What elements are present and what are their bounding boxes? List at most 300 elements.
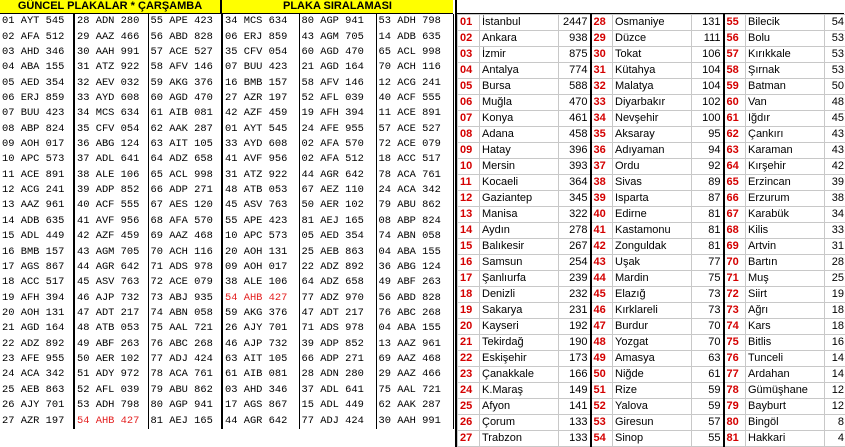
rank-number: 81 [724, 431, 746, 447]
plate-count: 173 [559, 351, 591, 367]
plate-code-cell: 27 AZR 197 [0, 413, 74, 428]
province-name: Kocaeli [480, 175, 559, 191]
province-name: İzmir [480, 47, 559, 63]
rank-number: 25 [458, 399, 480, 415]
plate-code-cell: 14 ADB 635 [0, 214, 74, 229]
province-name: Rize [613, 383, 692, 399]
code-row [0, 29, 453, 44]
plate-code-cell: 26 AJY 701 [222, 321, 299, 336]
code-row [0, 60, 453, 75]
plate-code-cell: 63 AIT 105 [148, 137, 222, 152]
plate-count: 4 [825, 431, 845, 447]
rank-number: 03 [458, 47, 480, 63]
code-row [0, 198, 453, 213]
ranking-row [458, 351, 845, 367]
plate-code-cell: 08 ABP 824 [376, 214, 453, 229]
plate-code-cell: 78 ACA 761 [376, 168, 453, 183]
plate-count: 14 [825, 367, 845, 383]
rank-number: 66 [724, 191, 746, 207]
plate-count: 774 [559, 63, 591, 79]
province-name: Bartın [746, 255, 825, 271]
code-row [0, 290, 453, 305]
plate-count: 104 [692, 79, 724, 95]
plate-code-cell: 30 AAH 991 [74, 45, 148, 60]
rank-number: 56 [724, 31, 746, 47]
plate-code-cell: 81 AEJ 165 [299, 214, 376, 229]
plate-count: 254 [559, 255, 591, 271]
rank-number: 62 [724, 127, 746, 143]
province-name: Isparta [613, 191, 692, 207]
province-name: Malatya [613, 79, 692, 95]
province-name: Iğdır [746, 111, 825, 127]
code-row [0, 244, 453, 259]
ranking-row [458, 383, 845, 399]
rank-number: 31 [591, 63, 613, 79]
plate-code-cell: 66 ADP 271 [299, 352, 376, 367]
plate-code-cell: 19 AFH 394 [0, 290, 74, 305]
code-row [0, 152, 453, 167]
rank-number: 43 [591, 255, 613, 271]
province-name: İstanbul [480, 15, 559, 31]
rank-number: 27 [458, 431, 480, 447]
plate-code-cell: 26 AJY 701 [0, 398, 74, 413]
plate-count: 192 [559, 319, 591, 335]
plate-count: 18 [825, 303, 845, 319]
plate-code-cell: 17 AGS 867 [0, 260, 74, 275]
rank-number: 04 [458, 63, 480, 79]
rank-number: 18 [458, 287, 480, 303]
plate-count: 48 [825, 95, 845, 111]
province-name: Şanlıurfa [480, 271, 559, 287]
rank-number: 39 [591, 191, 613, 207]
plate-count: 94 [692, 143, 724, 159]
rank-number: 77 [724, 367, 746, 383]
plate-code-cell: 36 ABG 124 [376, 260, 453, 275]
plate-code-cell: 44 AGR 642 [222, 413, 299, 428]
province-name: Muğla [480, 95, 559, 111]
rank-number: 51 [591, 383, 613, 399]
plate-count: 104 [692, 63, 724, 79]
plate-code-cell: 24 AFE 955 [299, 122, 376, 137]
code-row [0, 321, 453, 336]
plate-count: 364 [559, 175, 591, 191]
plate-ranking-section [455, 14, 845, 447]
province-name: Bilecik [746, 15, 825, 31]
rank-number: 79 [724, 399, 746, 415]
rank-number: 73 [724, 303, 746, 319]
rank-number: 14 [458, 223, 480, 239]
province-name: Aydın [480, 223, 559, 239]
plate-code-cell: 31 ATZ 922 [222, 168, 299, 183]
province-name: Erzurum [746, 191, 825, 207]
province-name: Manisa [480, 207, 559, 223]
plate-count: 75 [692, 271, 724, 287]
plate-code-cell: 31 ATZ 922 [74, 60, 148, 75]
plate-code-cell: 42 AZF 459 [222, 106, 299, 121]
plate-code-cell: 60 AGD 470 [299, 45, 376, 60]
code-row [0, 75, 453, 90]
plate-code-cell: 80 AGP 941 [299, 14, 376, 29]
rank-number: 01 [458, 15, 480, 31]
rank-number: 61 [724, 111, 746, 127]
rank-number: 13 [458, 207, 480, 223]
plate-count: 61 [692, 367, 724, 383]
plate-code-cell: 43 AGM 705 [299, 29, 376, 44]
plate-code-cell: 69 AAZ 468 [376, 352, 453, 367]
province-name: Tokat [613, 47, 692, 63]
rank-number: 12 [458, 191, 480, 207]
code-row [0, 106, 453, 121]
plate-code-cell: 59 AKG 376 [148, 75, 222, 90]
code-row [0, 214, 453, 229]
plate-count: 231 [559, 303, 591, 319]
plate-code-cell: 49 ABF 263 [74, 337, 148, 352]
ranking-row [458, 287, 845, 303]
plate-count: 39 [825, 175, 845, 191]
code-row [0, 398, 453, 413]
province-name: Tekirdağ [480, 335, 559, 351]
plate-count: 12 [825, 399, 845, 415]
province-name: Şırnak [746, 63, 825, 79]
plate-code-cell: 02 AFA 570 [299, 137, 376, 152]
plate-count: 133 [559, 415, 591, 431]
plate-code-cell: 62 AAK 287 [148, 122, 222, 137]
plate-code-cell: 62 AAK 287 [376, 398, 453, 413]
plate-code-cell: 23 AFE 955 [0, 352, 74, 367]
left-header-title: GÜNCEL PLAKALAR * ÇARŞAMBA [0, 0, 222, 13]
plate-code-cell: 37 ADL 641 [74, 152, 148, 167]
rank-number: 08 [458, 127, 480, 143]
code-row [0, 91, 453, 106]
ranking-header-blank [455, 0, 844, 14]
province-name: Kars [746, 319, 825, 335]
rank-number: 67 [724, 207, 746, 223]
plate-code-cell: 34 MCS 634 [74, 106, 148, 121]
province-name: Gümüşhane [746, 383, 825, 399]
plate-code-cell: 03 AHD 346 [0, 45, 74, 60]
plate-code-cell: 19 AFH 394 [299, 106, 376, 121]
plate-count: 19 [825, 287, 845, 303]
plate-code-cell: 70 ACH 116 [376, 60, 453, 75]
plate-code-cell: 65 ACL 998 [376, 45, 453, 60]
plate-code-cell: 59 AKG 376 [222, 306, 299, 321]
plate-code-cell: 24 ACA 342 [376, 183, 453, 198]
code-row [0, 137, 453, 152]
province-name: Bingöl [746, 415, 825, 431]
rank-number: 71 [724, 271, 746, 287]
rank-number: 75 [724, 335, 746, 351]
province-name: Van [746, 95, 825, 111]
plate-count: 133 [559, 431, 591, 447]
plate-count: 55 [692, 431, 724, 447]
plate-code-cell: 44 AGR 642 [299, 168, 376, 183]
province-name: Eskişehir [480, 351, 559, 367]
plate-code-cell: 44 AGR 642 [74, 260, 148, 275]
province-name: Gaziantep [480, 191, 559, 207]
plate-count: 938 [559, 31, 591, 47]
plate-count: 278 [559, 223, 591, 239]
province-name: Çankırı [746, 127, 825, 143]
rank-number: 34 [591, 111, 613, 127]
plate-count: 18 [825, 319, 845, 335]
rank-number: 70 [724, 255, 746, 271]
plate-code-cell: 55 APE 423 [222, 214, 299, 229]
ranking-row [458, 31, 845, 47]
plate-code-cell: 74 ABN 058 [376, 229, 453, 244]
plate-code-cell: 09 AOH 017 [222, 260, 299, 275]
plate-code-cell: 39 ADP 852 [299, 337, 376, 352]
plate-code-cell: 12 ACG 241 [0, 183, 74, 198]
province-name: Diyarbakır [613, 95, 692, 111]
province-name: Bayburt [746, 399, 825, 415]
province-name: Amasya [613, 351, 692, 367]
plate-count: 461 [559, 111, 591, 127]
ranking-row [458, 15, 845, 31]
ranking-row [458, 47, 845, 63]
plate-count: 89 [692, 175, 724, 191]
province-name: K.Maraş [480, 383, 559, 399]
province-name: Mardin [613, 271, 692, 287]
rank-number: 57 [724, 47, 746, 63]
code-row [0, 275, 453, 290]
plate-count: 25 [825, 271, 845, 287]
plate-code-cell: 79 ABU 862 [376, 198, 453, 213]
plate-count: 2447 [559, 15, 591, 31]
rank-number: 02 [458, 31, 480, 47]
plate-count: 166 [559, 367, 591, 383]
province-name: Muş [746, 271, 825, 287]
plate-count: 87 [692, 191, 724, 207]
province-name: Samsun [480, 255, 559, 271]
plate-count: 59 [692, 399, 724, 415]
rank-number: 33 [591, 95, 613, 111]
province-name: Trabzon [480, 431, 559, 447]
rank-number: 48 [591, 335, 613, 351]
plate-code-cell: 37 ADL 641 [299, 383, 376, 398]
plate-code-cell: 76 ABC 268 [148, 337, 222, 352]
rank-number: 49 [591, 351, 613, 367]
province-name: Yozgat [613, 335, 692, 351]
ranking-row [458, 335, 845, 351]
codes-header [0, 0, 453, 14]
plate-code-cell: 16 BMB 157 [222, 75, 299, 90]
ranking-row [458, 239, 845, 255]
ranking-row [458, 63, 845, 79]
plate-count: 14 [825, 351, 845, 367]
code-row [0, 229, 453, 244]
plate-code-cell: 72 ACE 079 [148, 275, 222, 290]
plate-count: 470 [559, 95, 591, 111]
plate-code-cell: 61 AIB 081 [222, 367, 299, 382]
province-name: Hakkari [746, 431, 825, 447]
plate-code-cell: 14 ADB 635 [376, 29, 453, 44]
plate-code-cell: 08 ABP 824 [0, 122, 74, 137]
province-name: Zonguldak [613, 239, 692, 255]
province-name: Kilis [746, 223, 825, 239]
plate-code-cell: 43 AGM 705 [74, 244, 148, 259]
plate-code-cell: 41 AVF 956 [74, 214, 148, 229]
ranking-row [458, 271, 845, 287]
plate-code-cell: 69 AAZ 468 [148, 229, 222, 244]
plate-code-cell: 60 AGD 470 [148, 91, 222, 106]
rank-number: 06 [458, 95, 480, 111]
plate-code-cell: 27 AZR 197 [222, 91, 299, 106]
plate-code-cell: 54 AHB 427 [74, 413, 148, 428]
plate-code-cell: 35 CFV 054 [74, 122, 148, 137]
plate-code-cell: 15 ADL 449 [299, 398, 376, 413]
plate-code-cell: 10 APC 573 [222, 229, 299, 244]
ranking-row [458, 303, 845, 319]
plate-code-cell: 75 AAL 721 [376, 383, 453, 398]
code-row [0, 352, 453, 367]
plate-code-cell: 07 BUU 423 [0, 106, 74, 121]
plate-code-cell: 18 ACC 517 [0, 275, 74, 290]
rank-number: 15 [458, 239, 480, 255]
rank-number: 46 [591, 303, 613, 319]
province-name: Tunceli [746, 351, 825, 367]
code-row [0, 337, 453, 352]
province-name: Burdur [613, 319, 692, 335]
plate-code-cell: 66 ADP 271 [148, 183, 222, 198]
province-name: Ordu [613, 159, 692, 175]
code-row [0, 168, 453, 183]
plate-code-cell: 30 AAH 991 [376, 413, 453, 428]
plate-count: 345 [559, 191, 591, 207]
plate-code-cell: 72 ACE 079 [376, 137, 453, 152]
province-name: Çorum [480, 415, 559, 431]
plate-code-cell: 67 AEZ 110 [299, 183, 376, 198]
rank-number: 65 [724, 175, 746, 191]
plate-code-cell: 38 ALE 106 [74, 168, 148, 183]
plate-count: 102 [692, 95, 724, 111]
rank-number: 30 [591, 47, 613, 63]
plate-code-cell: 05 AED 354 [0, 75, 74, 90]
plate-code-cell: 63 AIT 105 [222, 352, 299, 367]
ranking-row [458, 111, 845, 127]
plate-count: 53 [825, 31, 845, 47]
province-name: Çanakkale [480, 367, 559, 383]
province-name: Bolu [746, 31, 825, 47]
plate-code-cell: 53 ADH 798 [376, 14, 453, 29]
rank-number: 17 [458, 271, 480, 287]
plate-code-cell: 58 AFV 146 [299, 75, 376, 90]
rank-number: 22 [458, 351, 480, 367]
rank-number: 41 [591, 223, 613, 239]
plate-code-cell: 09 AOH 017 [0, 137, 74, 152]
province-name: Sivas [613, 175, 692, 191]
rank-number: 32 [591, 79, 613, 95]
plate-code-cell: 29 AAZ 466 [74, 29, 148, 44]
plate-count: 63 [692, 351, 724, 367]
plate-code-cell: 22 ADZ 892 [299, 260, 376, 275]
plate-code-cell: 32 AEV 032 [74, 75, 148, 90]
plate-count: 239 [559, 271, 591, 287]
province-name: Antalya [480, 63, 559, 79]
plate-code-cell: 25 AEB 863 [0, 383, 74, 398]
plate-code-cell: 68 AFA 570 [148, 214, 222, 229]
rank-number: 26 [458, 415, 480, 431]
rank-number: 59 [724, 79, 746, 95]
province-name: Karaman [746, 143, 825, 159]
rank-number: 16 [458, 255, 480, 271]
plate-code-cell: 21 AGD 164 [299, 60, 376, 75]
plate-code-cell: 54 AHB 427 [222, 290, 299, 305]
plate-ranking-table [457, 14, 845, 447]
plate-count: 8 [825, 415, 845, 431]
plate-code-cell: 04 ABA 155 [376, 321, 453, 336]
plate-code-cell: 01 AYT 545 [0, 14, 74, 29]
plate-code-cell: 20 AOH 131 [222, 244, 299, 259]
province-name: Nevşehir [613, 111, 692, 127]
code-row [0, 413, 453, 428]
plate-code-cell: 77 ADJ 424 [148, 352, 222, 367]
province-name: Ankara [480, 31, 559, 47]
plate-count: 70 [692, 335, 724, 351]
plate-count: 70 [692, 319, 724, 335]
ranking-row [458, 223, 845, 239]
plate-code-cell: 50 AER 102 [74, 352, 148, 367]
plate-code-cell: 21 AGD 164 [0, 321, 74, 336]
province-name: Artvin [746, 239, 825, 255]
province-name: Adıyaman [613, 143, 692, 159]
plate-code-cell: 55 APE 423 [148, 14, 222, 29]
plate-count: 34 [825, 207, 845, 223]
province-name: Kütahya [613, 63, 692, 79]
ranking-row [458, 255, 845, 271]
plate-count: 33 [825, 223, 845, 239]
plate-code-cell: 70 ACH 116 [148, 244, 222, 259]
plate-count: 81 [692, 239, 724, 255]
province-name: Edirne [613, 207, 692, 223]
plate-code-cell: 80 AGP 941 [148, 398, 222, 413]
province-name: Elazığ [613, 287, 692, 303]
province-name: Uşak [613, 255, 692, 271]
plate-code-cell: 03 AHD 346 [222, 383, 299, 398]
plate-code-cell: 17 AGS 867 [222, 398, 299, 413]
plate-code-cell: 25 AEB 863 [299, 244, 376, 259]
rank-number: 09 [458, 143, 480, 159]
rank-number: 21 [458, 335, 480, 351]
province-name: Aksaray [613, 127, 692, 143]
plate-count: 92 [692, 159, 724, 175]
ranking-row [458, 207, 845, 223]
province-name: Hatay [480, 143, 559, 159]
plate-count: 59 [692, 383, 724, 399]
plate-code-cell: 45 ASV 763 [74, 275, 148, 290]
province-name: Karabük [746, 207, 825, 223]
plate-count: 458 [559, 127, 591, 143]
plate-code-cell: 52 AFL 039 [299, 91, 376, 106]
plate-code-cell: 13 AAZ 961 [0, 198, 74, 213]
plate-code-cell: 49 ABF 263 [376, 275, 453, 290]
plate-code-cell: 34 MCS 634 [222, 14, 299, 29]
ranking-row [458, 399, 845, 415]
plate-count: 111 [692, 31, 724, 47]
province-name: Konya [480, 111, 559, 127]
plate-count: 54 [825, 15, 845, 31]
rank-number: 80 [724, 415, 746, 431]
plate-code-cell: 15 ADL 449 [0, 229, 74, 244]
ranking-row [458, 367, 845, 383]
plate-code-cell: 01 AYT 545 [222, 122, 299, 137]
rank-number: 50 [591, 367, 613, 383]
plate-count: 53 [825, 63, 845, 79]
plate-code-cell: 02 AFA 512 [299, 152, 376, 167]
plate-code-cell: 61 AIB 081 [148, 106, 222, 121]
ranking-row [458, 127, 845, 143]
plate-count: 149 [559, 383, 591, 399]
plate-code-cell: 07 BUU 423 [222, 60, 299, 75]
